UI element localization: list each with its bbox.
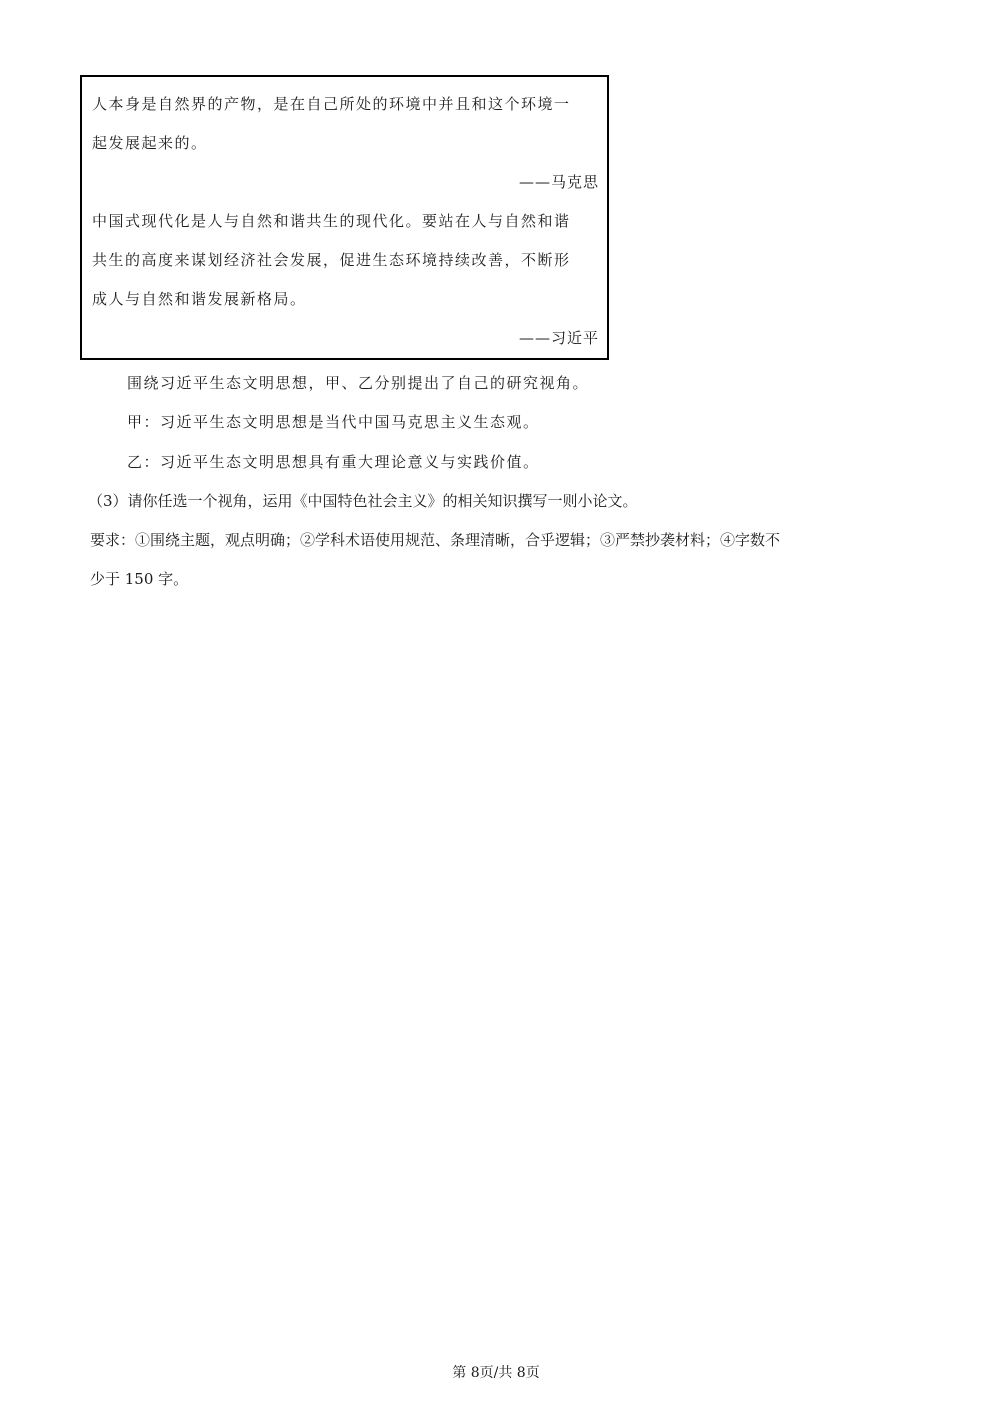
question-3: （3）请你任选一个视角，运用《中国特色社会主义》的相关知识撰写一则小论文。 (88, 492, 638, 510)
quote1-attribution: ——马克思 (518, 173, 599, 191)
quote2-line-2: 共生的高度来谋划经济社会发展，促进生态环境持续改善，不断形 (92, 251, 571, 269)
quote-box (80, 75, 609, 360)
perspective-jia: 甲：习近平生态文明思想是当代中国马克思主义生态观。 (127, 413, 540, 431)
requirements-line-1: 要求：①围绕主题，观点明确；②学科术语使用规范、条理清晰，合乎逻辑；③严禁抄袭材料；④字数不 (90, 531, 781, 549)
page-number: 第 8页/共 8页 (452, 1365, 540, 1381)
quote2-attribution: ——习近平 (518, 329, 599, 347)
quote2-line-3: 成人与自然和谐发展新格局。 (92, 290, 307, 308)
intro-paragraph: 围绕习近平生态文明思想，甲、乙分别提出了自己的研究视角。 (127, 374, 590, 392)
quote1-line-2: 起发展起来的。 (92, 134, 208, 152)
requirements-line-2: 少于 150 字。 (90, 570, 189, 588)
perspective-yi: 乙：习近平生态文明思想具有重大理论意义与实践价值。 (127, 453, 540, 471)
quote2-line-1: 中国式现代化是人与自然和谐共生的现代化。要站在人与自然和谐 (92, 212, 571, 230)
quote1-line-1: 人本身是自然界的产物，是在自己所处的环境中并且和这个环境一 (92, 95, 571, 113)
